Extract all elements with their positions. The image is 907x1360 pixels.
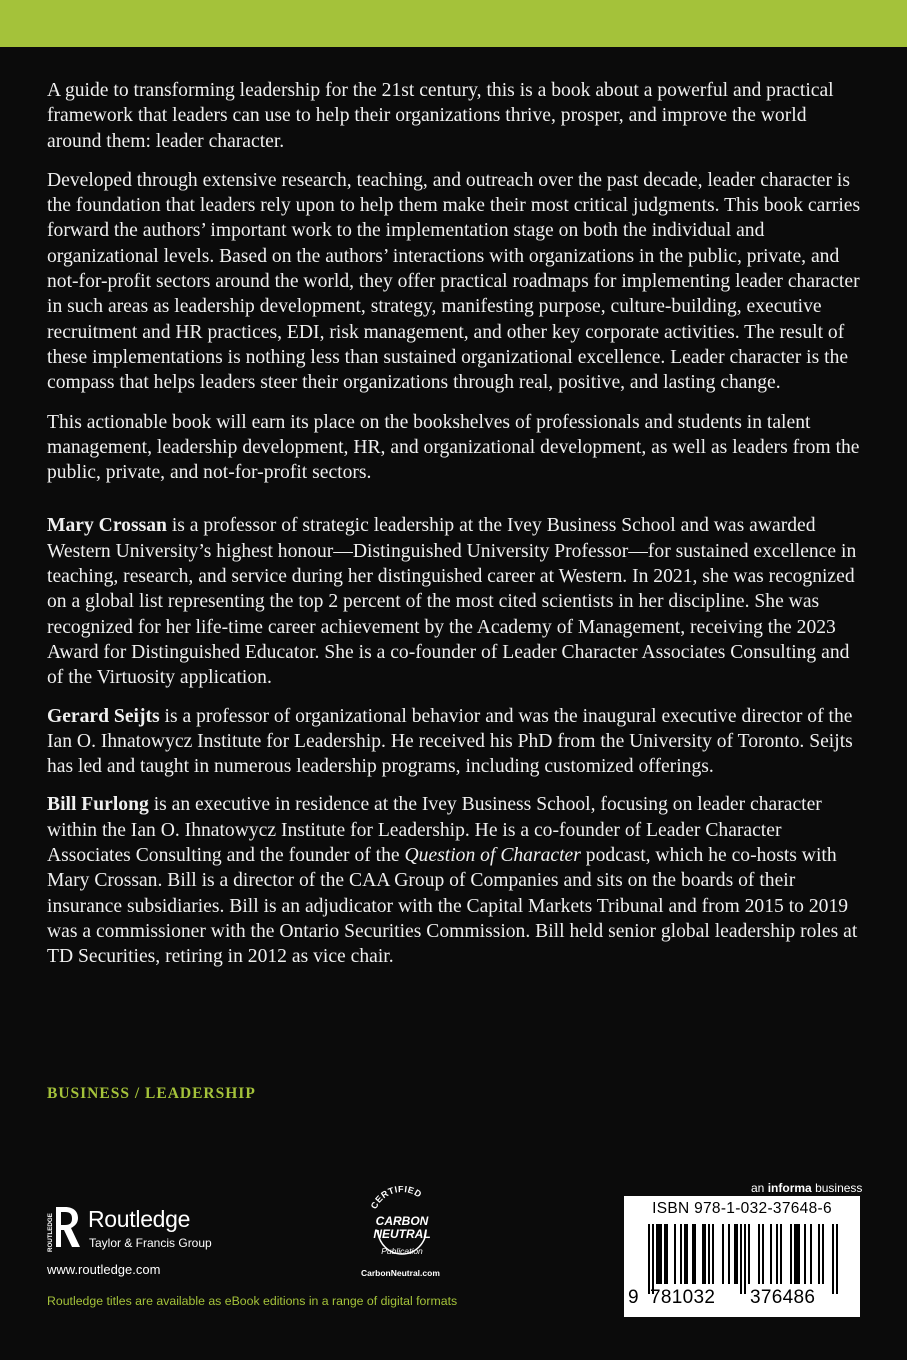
barcode-bar xyxy=(818,1224,820,1284)
barcode-bar xyxy=(736,1224,738,1284)
barcode-bar xyxy=(794,1224,796,1284)
author-bio-text: is an executive in residence at the Ivey Business School, focusing on leader character within the Ian O. Ihnatowycz Institute for Leadership. He is a co-founder of Leader Character Associates Consulting and the founder of the xyxy=(47,794,822,867)
svg-text:Publication: Publication xyxy=(381,1246,423,1256)
barcode-left-digits: 781032 xyxy=(650,1287,716,1308)
barcode-bar xyxy=(648,1224,650,1294)
author-name: Bill Furlong xyxy=(47,794,149,816)
barcode-bars xyxy=(632,1224,852,1296)
barcode-bar xyxy=(692,1224,694,1284)
top-accent-bar xyxy=(0,0,907,47)
barcode-bar xyxy=(684,1224,686,1284)
barcode-right-digits: 376486 xyxy=(750,1287,816,1308)
barcode-bar xyxy=(822,1224,824,1284)
barcode-bar xyxy=(712,1224,714,1284)
author-bio-seijts xyxy=(47,704,862,780)
author-name: Mary Crossan xyxy=(47,515,167,537)
svg-text:ROUTLEDGE: ROUTLEDGE xyxy=(47,1213,54,1252)
barcode-bar xyxy=(708,1224,710,1284)
svg-text:CARBON: CARBON xyxy=(375,1214,429,1228)
publisher-website-link[interactable]: www.routledge.com xyxy=(47,1262,161,1277)
informa-business-label: an informa business xyxy=(751,1181,863,1195)
publisher-group: Taylor & Francis Group xyxy=(89,1236,212,1250)
barcode-bar xyxy=(776,1224,778,1284)
barcode-bar xyxy=(810,1224,812,1284)
carbon-neutral-icon xyxy=(356,1186,446,1268)
barcode-bar xyxy=(694,1224,696,1284)
author-bio-text: podcast, which he co-hosts with Mary Crossan. Bill is a director of the CAA Group of Companies and sits on the boards of their insurance subsidiaries. Bill is an adjudicator with the Capital Markets Tribunal and from 2015 to 2019 was a commissioner with the Ontario Securities Commission. Bill held senior global leadership roles at TD Securities, retiring in 2012 as vice chair. xyxy=(47,845,858,968)
author-bio-crossan xyxy=(47,513,862,690)
svg-text:CERTIFIED: CERTIFIED xyxy=(368,1186,424,1211)
description-paragraph-3: This actionable book will earn its place on the bookshelves of professionals and students in talent management, leadership development, HR, and organizational development, as well as leaders from the public, private, and not-for-profit sectors. xyxy=(47,411,860,484)
podcast-title: Question of Character xyxy=(404,845,581,867)
description-paragraph-1: A guide to transforming leadership for the 21st century, this is a book about a powerful and practical framework that leaders can use to help their organizations thrive, prosper, and improve the world around them: leader character. xyxy=(47,80,834,152)
barcode-bar xyxy=(796,1224,798,1284)
svg-text:NEUTRAL: NEUTRAL xyxy=(373,1227,431,1241)
barcode-bar xyxy=(658,1224,660,1284)
barcode-bar xyxy=(704,1224,706,1284)
publisher-name: Routledge xyxy=(88,1206,191,1232)
barcode-bar xyxy=(804,1224,806,1284)
barcode-bar xyxy=(798,1224,800,1284)
barcode-bar xyxy=(666,1224,668,1284)
isbn-barcode xyxy=(624,1196,860,1317)
barcode-bar xyxy=(702,1224,704,1284)
barcode-bar xyxy=(740,1224,742,1294)
barcode-bar xyxy=(762,1224,764,1284)
author-bio-furlong xyxy=(47,792,862,969)
subject-category: BUSINESS / LEADERSHIP xyxy=(47,1085,256,1102)
barcode-bar xyxy=(674,1224,676,1284)
author-bio-text: is a professor of organizational behavior and was the inaugural executive director of the Ian O. Ihnatowycz Institute for Leadership. He received his PhD from the University of Toronto. Seijts has led and taught in numerous leadership programs, including customized offerings. xyxy=(47,705,853,778)
author-bio-text: is a professor of strategic leadership at the Ivey Business School and was awarded Western University’s highest honour—Distinguished University Professor—for sustained excellence in teaching, research, and service during her distinguished career at Western. In 2021, she was recognized on a global list representing the top 2 percent of the most cited scientists in her discipline. She was recognized for her life-time career achievement by the Academy of Management, receiving the 2023 Award for Distinguished Educator. She is a co-founder of Leader Character Associates Consulting and of the Virtuosity application. xyxy=(47,515,857,689)
ebook-availability-note: Routledge titles are available as eBook editions in a range of digital formats xyxy=(47,1294,458,1308)
carbon-neutral-url: CarbonNeutral.com xyxy=(361,1268,440,1278)
barcode-bar xyxy=(780,1224,782,1284)
barcode-bar xyxy=(656,1224,658,1284)
barcode-bar xyxy=(748,1224,750,1284)
barcode-bar xyxy=(770,1224,772,1284)
barcode-bar xyxy=(744,1224,746,1294)
barcode-first-digit: 9 xyxy=(628,1287,639,1308)
barcode-bar xyxy=(728,1224,730,1284)
barcode-bar xyxy=(790,1224,792,1284)
routledge-logo-icon xyxy=(46,1205,82,1255)
author-name: Gerard Seijts xyxy=(47,705,160,727)
barcode-bar xyxy=(836,1224,838,1294)
description-paragraph-2: Developed through extensive research, teaching, and outreach over the past decade, leader character is the foundation that leaders rely upon to help them make their most critical judgments. This book carries forward the authors’ important work to the implementation stage on both the individual and organizational levels. Based on the authors’ interactions with organizations in the public, private, and not-for-profit sectors around the world, they offer practical roadmaps for implementing leader character in such areas as leadership development, strategy, manifesting purpose, culture-building, executive recruitment and HR practices, EDI, risk management, and other key corporate activities. The result of these implementations is nothing less than sustained organizational excellence. Leader character is the compass that helps leaders steer their organizations through real, positive, and lasting change. xyxy=(47,169,861,394)
barcode-bar xyxy=(652,1224,654,1294)
isbn-number: ISBN 978-1-032-37648-6 xyxy=(652,1200,832,1217)
barcode-bar xyxy=(758,1224,760,1284)
barcode-bar xyxy=(680,1224,682,1284)
back-cover-text xyxy=(47,78,862,983)
barcode-bar xyxy=(664,1224,666,1284)
barcode-bar xyxy=(832,1224,834,1294)
barcode-bar xyxy=(722,1224,724,1284)
barcode-bar xyxy=(660,1224,662,1284)
barcode-bar xyxy=(734,1224,736,1284)
barcode-bar xyxy=(686,1224,688,1284)
